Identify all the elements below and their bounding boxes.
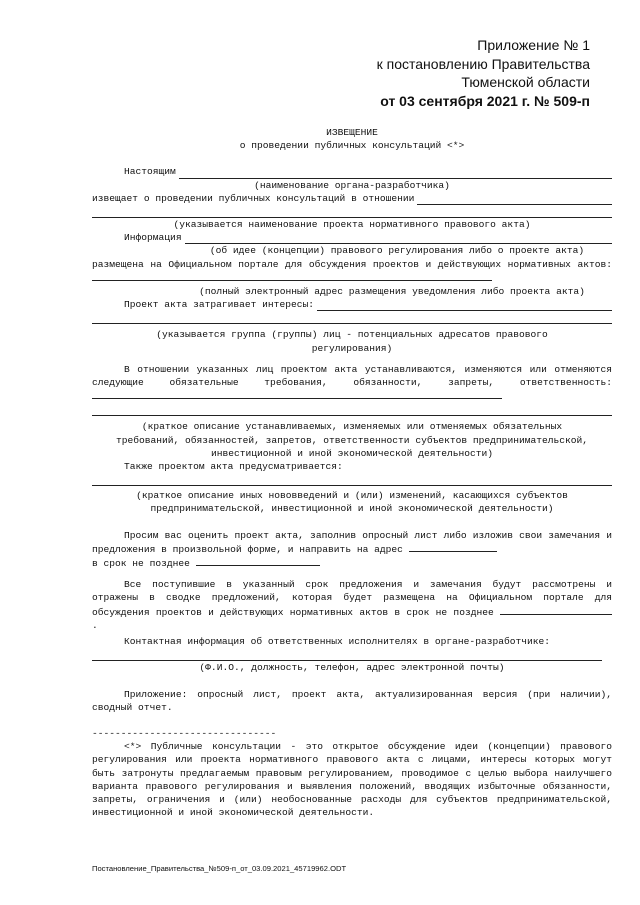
consultation-label: извещает о проведении публичных консультаций в отношении [92, 192, 415, 204]
appendix-resolution: к постановлению Правительства [376, 55, 590, 72]
info-row [92, 231, 612, 244]
interests-label: Проект акта затрагивает интересы: [124, 299, 314, 311]
appendix-label: Приложение № 1 [477, 37, 590, 53]
portal-url-field [92, 271, 492, 281]
requirements-caption: (краткое описание устанавливаемых, изменяемых или отменяемых обязательных требований, обязанностей, запретов, ответственности субъектов предпринимательской, инвестиционной и иной экономической деятельности) [115, 421, 589, 459]
review-paragraph: Все поступившие в указанный срок предложения и замечания будут рассмотрены и отражены в сводке предложений, которая будет размещена на Официальном портале для обсуждения проектов и действующих нормативных актов в срок не позднее . [92, 579, 612, 631]
deadline-field [196, 556, 320, 566]
consultation-row [92, 192, 612, 205]
developer-caption: (наименование органа-разработчика) [254, 179, 450, 191]
developer-field [179, 168, 612, 179]
footnote-text: <*> Публичные консультации - это открытое обсуждение идеи (концепции) правового регулирования или проекта нормативного правового акта с лицами, интересы которых могут быть затронуты предлагаемым правовым регулированием, проводимое с целью выбора наилучшего варианта правового регулирования и выявления положений, вводящих избыточные обязанности, запреты, ограничения и (или) необоснованные расходы для субъектов предпринимательской, инвестиционной и иной экономической деятельности. [92, 741, 612, 819]
interests-row [92, 298, 612, 311]
developer-label: Настоящим [124, 166, 176, 178]
also-line [92, 473, 612, 486]
portal-paragraph [92, 258, 612, 285]
interests-field [317, 300, 612, 311]
portal-text: размещена на Официальном портале для обсуждения проектов и действующих нормативных актов: [92, 258, 612, 270]
contact-line [92, 648, 602, 661]
developer-row [92, 165, 612, 178]
requirements-paragraph [92, 363, 612, 404]
notice-title: ИЗВЕЩЕНИЕ [326, 127, 378, 138]
info-field [185, 233, 612, 244]
address-field [409, 542, 497, 552]
consultation-field [417, 194, 612, 205]
notice-body [92, 126, 612, 819]
interests-line [92, 311, 612, 324]
request-paragraph [92, 529, 612, 556]
act-name-line [92, 205, 612, 218]
review-deadline-field [500, 605, 612, 615]
portal-caption: (полный электронный адрес размещения уведомления либо проекта акта) [199, 286, 585, 298]
info-caption: (об идее (концепции) правового регулирования либо о проекте акта) [209, 245, 585, 257]
requirements-line [92, 403, 612, 416]
info-label: Информация [124, 232, 182, 244]
act-name-caption: (указывается наименование проекта нормативного правового акта) [173, 219, 531, 231]
contact-caption: (Ф.И.О., должность, телефон, адрес электронной почты) [199, 662, 505, 674]
also-caption: (краткое описание иных нововведений и (или) изменений, касающихся субъектов предпринимательской, инвестиционной и иной экономической деятельности) [136, 490, 568, 515]
deadline-label: в срок не позднее [92, 558, 190, 570]
appendix-date: от 03 сентября 2021 г. № 509-п [380, 92, 590, 109]
requirements-field [92, 389, 502, 399]
deadline-row [92, 556, 612, 570]
document-filename: Постановление_Правительства_№509-п_от_03.09.2021_45719962.ODT [92, 864, 347, 873]
also-label: Также проектом акта предусматривается: [124, 461, 343, 473]
interests-caption: (указывается группа (группы) лиц - потенциальных адресатов правового регулирования) [156, 329, 548, 354]
request-text: Просим вас оценить проект акта, заполнив опросный лист либо изложив свои замечания и предложения в произвольной форме, и направить на адрес [92, 529, 612, 555]
review-text: Все поступившие в указанный срок предложения и замечания будут рассмотрены и отражены в сводке предложений, которая будет размещена на Официальном портале для обсуждения проектов и действующих нормативных актов в срок не позднее [92, 579, 612, 618]
footnote-separator: -------------------------------- [92, 727, 277, 739]
appendix-region: Тюменской области [461, 74, 590, 90]
requirements-text: В отношении указанных лиц проектом акта устанавливаются, изменяются или отменяются следующие обязательные требования, обязанности, запреты, ответственность: [92, 363, 612, 389]
appendix-header [377, 36, 590, 110]
attachments-paragraph: Приложение: опросный лист, проект акта, актуализированная версия (при наличии), сводный отчет. [92, 688, 612, 713]
notice-subtitle: о проведении публичных консультаций <*> [239, 140, 465, 152]
contact-label: Контактная информация об ответственных исполнителях в органе-разработчике: [124, 636, 551, 648]
